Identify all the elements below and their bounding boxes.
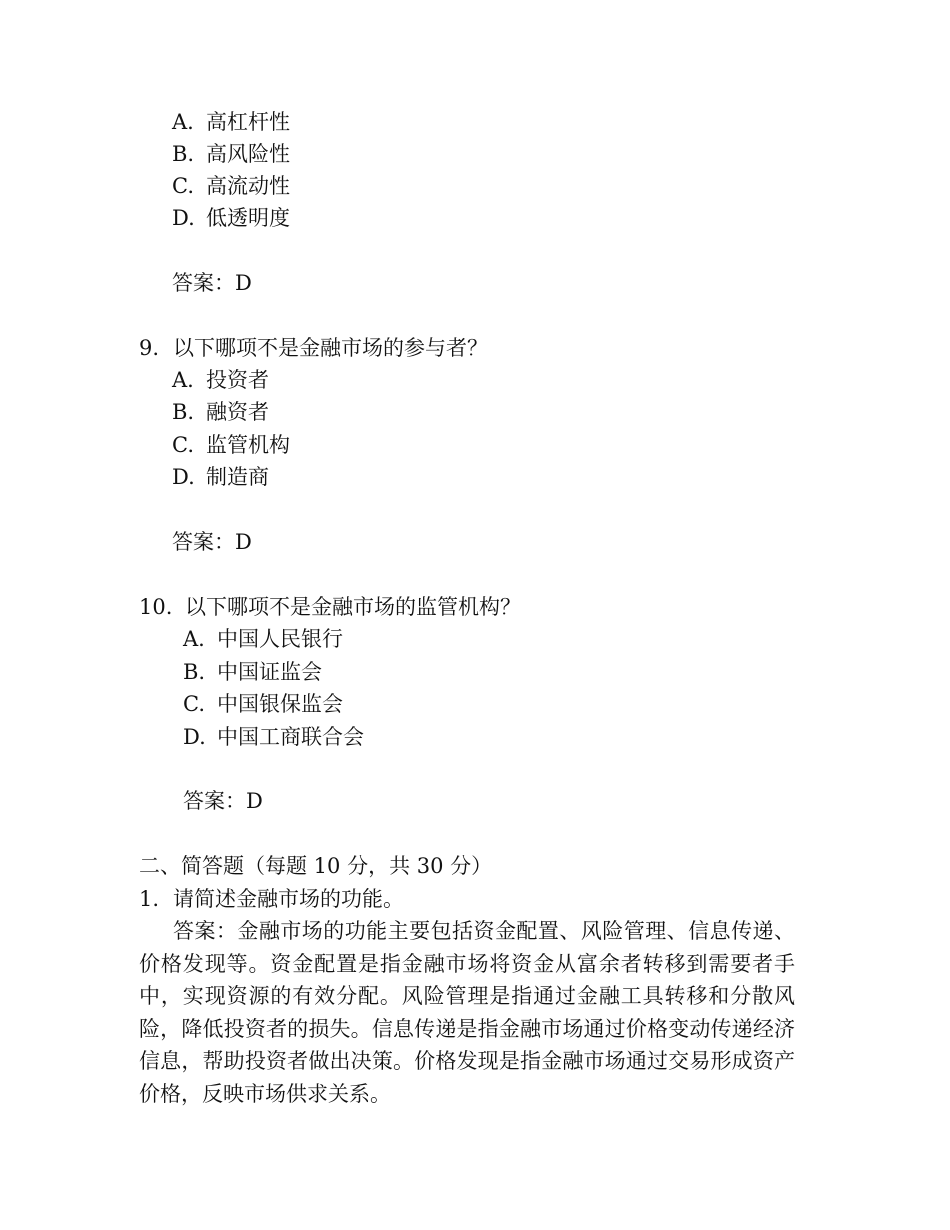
question-text: 以下哪项不是金融市场的参与者？: [173, 336, 488, 360]
option-letter: C.: [172, 174, 194, 198]
q10-question: [139, 591, 521, 623]
q10-option-b: [183, 656, 322, 688]
sa-q1-question: [139, 883, 404, 915]
q10-answer: 答案：D: [183, 789, 263, 813]
option-letter: B.: [172, 400, 195, 424]
option-letter: D.: [183, 725, 206, 749]
q10-option-d: [183, 721, 364, 753]
question-number: 10.: [139, 595, 173, 619]
q9-option-b: [172, 396, 269, 428]
question-number: 1.: [139, 887, 160, 911]
option-text: 高杠杆性: [206, 110, 290, 134]
option-text: 高流动性: [206, 174, 290, 198]
option-text: 高风险性: [206, 142, 290, 166]
option-text: 制造商: [206, 465, 269, 489]
question-number: 9.: [139, 336, 160, 360]
option-letter: A.: [172, 110, 194, 134]
option-text: 融资者: [206, 400, 269, 424]
option-text: 投资者: [206, 368, 269, 392]
option-text: 中国工商联合会: [217, 725, 364, 749]
option-text: 中国银保监会: [217, 692, 343, 716]
option-text: 低透明度: [206, 206, 290, 230]
question-text: 请简述金融市场的功能。: [173, 887, 404, 911]
q8-option-a: [172, 106, 290, 138]
option-letter: B.: [172, 142, 195, 166]
sa-q1-answer: 答案：金融市场的功能主要包括资金配置、风险管理、信息传递、价格发现等。资金配置是指金融市场将资金从富余者转移到需要者手中，实现资源的有效分配。风险管理是指通过金融工具转移和分散风险，降低投资者的损失。信息传递是指金融市场通过价格变动传递经济信息，帮助投资者做出决策。价格发现是指金融市场通过交易形成资产价格，反映市场供求关系。: [139, 919, 795, 1106]
option-letter: A.: [172, 368, 194, 392]
q8-option-c: [172, 170, 290, 202]
q9-question: [139, 332, 488, 364]
q8-answer: 答案：D: [172, 271, 252, 295]
option-letter: C.: [183, 692, 205, 716]
q9-option-d: [172, 461, 269, 493]
option-letter: D.: [172, 206, 195, 230]
option-text: 监管机构: [206, 433, 290, 457]
question-text: 以下哪项不是金融市场的监管机构？: [185, 595, 521, 619]
option-text: 中国人民银行: [217, 627, 343, 651]
option-letter: C.: [172, 433, 194, 457]
option-text: 中国证监会: [217, 660, 322, 684]
q10-option-c: [183, 688, 343, 720]
option-letter: D.: [172, 465, 195, 489]
q9-option-c: [172, 429, 290, 461]
q10-option-a: [183, 623, 343, 655]
q9-answer: 答案：D: [172, 530, 252, 554]
option-letter: A.: [183, 627, 205, 651]
q8-option-d: [172, 202, 290, 234]
option-letter: B.: [183, 660, 206, 684]
section-heading: 二、简答题（每题 10 分，共 30 分）: [139, 854, 493, 878]
q9-option-a: [172, 364, 269, 396]
q8-option-b: [172, 138, 290, 170]
